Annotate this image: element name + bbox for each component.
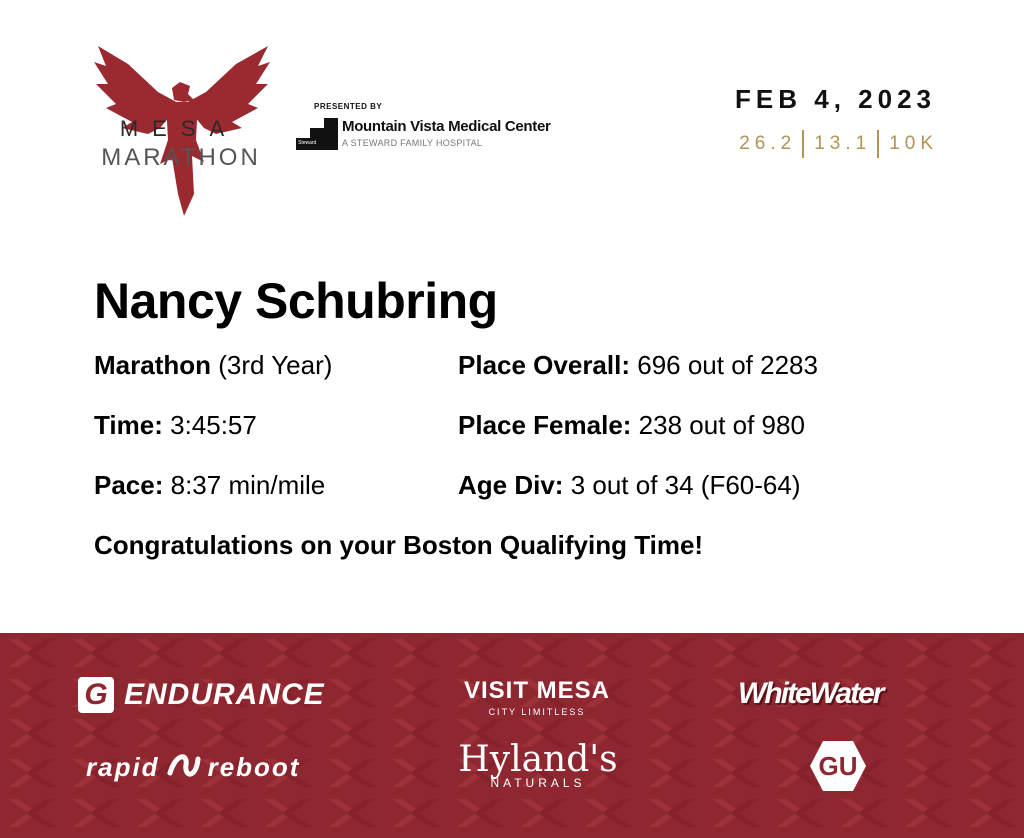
presented-by-block — [296, 102, 556, 152]
finish-time-label: Time: — [94, 410, 163, 440]
place-female — [458, 410, 805, 441]
pace-value: 8:37 min/mile — [170, 470, 326, 500]
event-distances — [739, 130, 938, 158]
whitewater-logo: WhiteWater — [738, 677, 883, 710]
steward-logo-text: Steward — [298, 140, 317, 146]
gatorade-endurance-logo — [78, 677, 325, 713]
visit-mesa-text: VISIT MESA — [463, 677, 611, 704]
chevron-pattern — [0, 633, 1024, 838]
race-type-label: Marathon — [94, 350, 211, 380]
place-overall-value: 696 out of 2283 — [637, 350, 818, 380]
event-date: FEB 4, 2023 — [735, 84, 936, 114]
reboot-text: reboot — [207, 751, 301, 782]
rapid-text: rapid — [86, 751, 160, 782]
visit-mesa-logo — [432, 677, 642, 717]
sponsors-banner — [0, 633, 1024, 838]
mesa-marathon-logo — [88, 44, 273, 220]
swirl-icon — [166, 749, 202, 785]
distance-divider — [877, 130, 879, 158]
logo-marathon-text: MARATHON — [101, 144, 261, 171]
congratulations-message: Congratulations on your Boston Qualifying Time! — [94, 530, 704, 560]
finish-time-value: 3:45:57 — [170, 410, 257, 440]
distance-half: 13.1 — [814, 133, 872, 154]
age-division — [458, 470, 801, 501]
age-division-value: 3 out of 34 (F60-64) — [570, 470, 801, 500]
race-type — [94, 350, 332, 381]
distance-10k: 10K — [889, 133, 938, 154]
place-female-label: Place Female: — [458, 410, 632, 440]
visit-mesa-subtitle: CITY LIMITLESS — [488, 707, 586, 717]
distance-marathon: 26.2 — [739, 133, 797, 154]
place-overall-label: Place Overall: — [458, 350, 630, 380]
race-year: (3rd Year) — [218, 350, 333, 380]
hylands-subtitle: NATURALS — [490, 776, 586, 790]
finish-time — [94, 410, 257, 441]
presenter-name: Mountain Vista Medical Center — [342, 118, 551, 135]
hylands-logo — [458, 739, 618, 790]
hylands-text: Hyland's — [458, 739, 618, 780]
distance-divider — [802, 130, 804, 158]
rapid-reboot-logo — [86, 749, 300, 785]
logo-mesa-text: MESA — [119, 116, 239, 141]
place-overall — [458, 350, 818, 381]
presenter-subtitle: A STEWARD FAMILY HOSPITAL — [342, 138, 483, 148]
gu-logo — [808, 739, 868, 793]
gu-text: GU — [818, 751, 858, 781]
runner-name: Nancy Schubring — [94, 273, 498, 329]
pace-label: Pace: — [94, 470, 164, 500]
place-female-value: 238 out of 980 — [638, 410, 805, 440]
gatorade-badge: G — [78, 677, 114, 713]
age-division-label: Age Div: — [458, 470, 564, 500]
gatorade-text: ENDURANCE — [124, 678, 325, 711]
presented-by-label: PRESENTED BY — [314, 102, 383, 111]
pace — [94, 470, 325, 501]
